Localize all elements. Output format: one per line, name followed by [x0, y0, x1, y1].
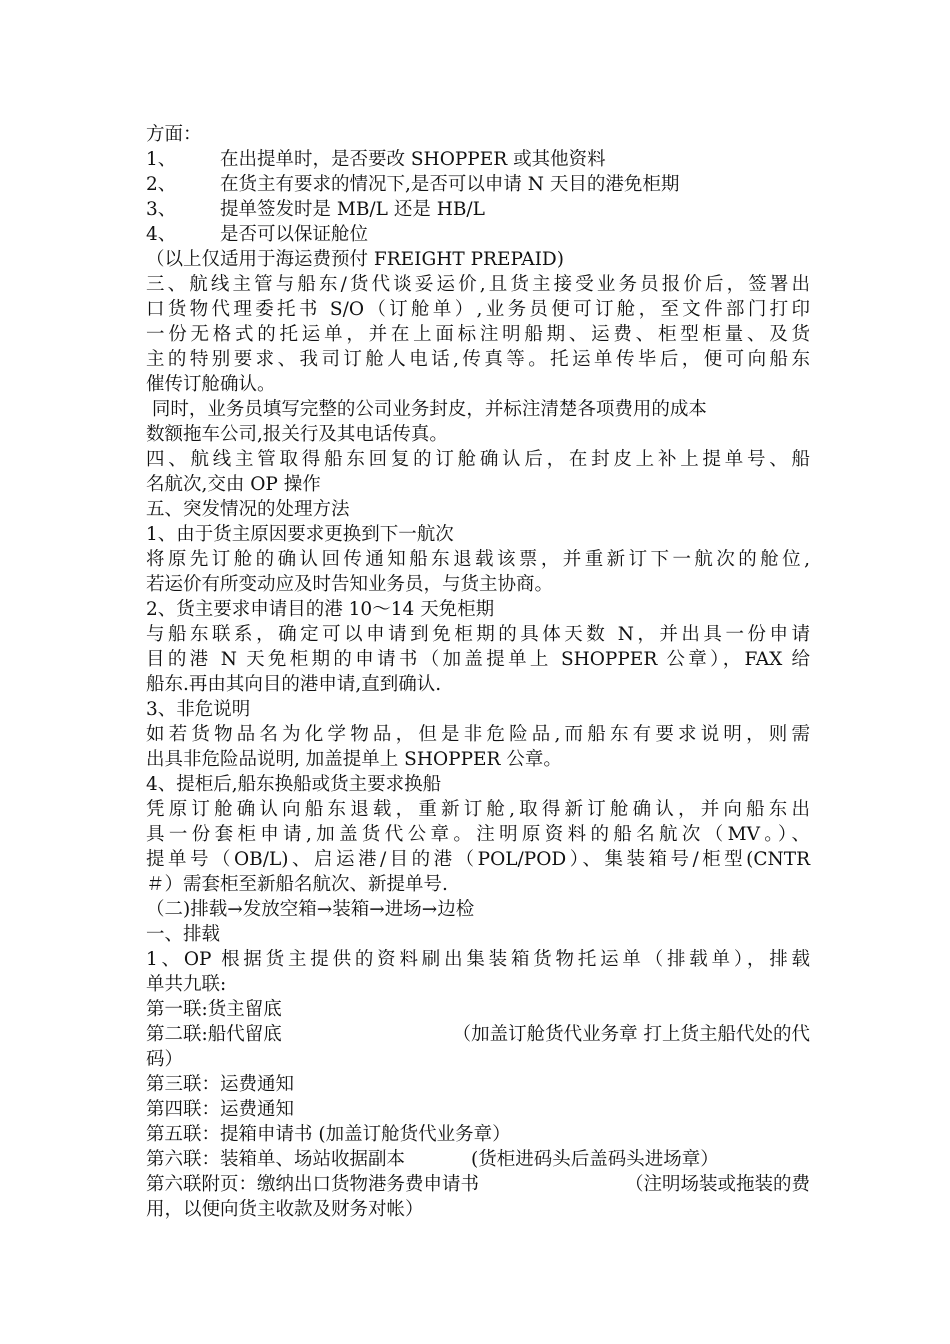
- text-line: 目的港 N 天免柜期的申请书（加盖提单上 SHOPPER 公章），FAX 给: [146, 649, 810, 670]
- list-item: [146, 172, 810, 197]
- text-line: [146, 1022, 810, 1047]
- text-line: 数额拖车公司,报关行及其电话传真。: [146, 424, 448, 445]
- text-line-left: 第六联：装箱单、场站收据副本: [146, 1149, 406, 1170]
- text-line-right: (货柜进码头后盖码头进场章）: [471, 1149, 719, 1170]
- text-line-left: 第六联附页：缴纳出口货物港务费申请书: [146, 1174, 480, 1195]
- text-line: 第一联:货主留底: [146, 999, 282, 1020]
- text-line: 4、提柜后,船东换船或货主要求换船: [146, 774, 442, 795]
- list-number: 2、: [146, 174, 177, 195]
- text-line: 第四联：运费通知: [146, 1099, 295, 1120]
- text-line: [146, 1147, 810, 1172]
- list-item: [146, 197, 810, 222]
- text-line: [146, 1172, 810, 1197]
- list-text: 是否可以保证舱位: [220, 224, 369, 245]
- text-line: 具一份套柜申请,加盖货代公章。注明原资料的船名航次（MV。）、: [146, 824, 810, 845]
- list-text: 提单签发时是 MB/L 还是 HB/L: [220, 199, 485, 220]
- list-text: 在出提单时，是否要改 SHOPPER 或其他资料: [220, 149, 606, 170]
- text-line: 1、由于货主原因要求更换到下一航次: [146, 524, 454, 545]
- text-line: 第三联：运费通知: [146, 1074, 295, 1095]
- text-line: 口货物代理委托书 S/O（订舱单）,业务员便可订舱，至文件部门打印: [146, 299, 810, 320]
- text-line: （以上仅适用于海运费预付 FREIGHT PREPAID): [146, 249, 564, 270]
- list-number: 3、: [146, 199, 177, 220]
- text-line: 名航次,交由 OP 操作: [146, 474, 321, 495]
- text-line: 四、航线主管取得船东回复的订舱确认后，在封皮上补上提单号、船: [146, 449, 810, 470]
- list-item: [146, 147, 810, 172]
- text-line: ＃）需套柜至新船名航次、新提单号.: [146, 874, 448, 895]
- text-line: 2、货主要求申请目的港 10～14 天免柜期: [146, 599, 495, 620]
- text-line: 若运价有所变动应及时告知业务员，与货主协商。: [146, 574, 554, 595]
- text-line: 单共九联:: [146, 974, 227, 995]
- section-heading: 一、排载: [146, 924, 221, 945]
- section-heading: （二)排载→发放空箱→装箱→进场→边检: [146, 899, 475, 920]
- text-line: 1、OP 根据货主提供的资料刷出集装箱货物托运单（排载单），排载: [146, 949, 810, 970]
- text-line: 三、航线主管与船东/货代谈妥运价,且货主接受业务员报价后，签署出: [146, 274, 810, 295]
- list-text: 在货主有要求的情况下,是否可以申请 N 天目的港免柜期: [220, 174, 680, 195]
- text-line-left: 第二联:船代留底: [146, 1024, 282, 1045]
- text-line: 与船东联系，确定可以申请到免柜期的具体天数 N，并出具一份申请: [146, 624, 810, 645]
- text-line: 船东.再由其向目的港申请,直到确认.: [146, 674, 442, 695]
- text-line: 催传订舱确认。: [146, 374, 276, 395]
- list-item: [146, 222, 810, 247]
- text-line: 一份无格式的托运单，并在上面标注明船期、运费、柜型柜量、及货: [146, 324, 810, 345]
- text-line: 3、非危说明: [146, 699, 251, 720]
- text-line: 出具非危险品说明, 加盖提单上 SHOPPER 公章。: [146, 749, 562, 770]
- section-heading: 五、突发情况的处理方法: [146, 499, 350, 520]
- text-line: 凭原订舱确认向船东退载，重新订舱,取得新订舱确认，并向船东出: [146, 799, 810, 820]
- spacer: [405, 1147, 471, 1172]
- list-number: 4、: [146, 224, 177, 245]
- text-line: 同时，业务员填写完整的公司业务封皮，并标注清楚各项费用的成本: [146, 399, 707, 420]
- text-line: 码）: [146, 1049, 184, 1070]
- text-line: 第五联：提箱申请书 (加盖订舱货代业务章）: [146, 1124, 511, 1145]
- text-line: 提单号（OB/L)、启运港/目的港（POL/POD）、集装箱号/柜型(CNTR: [146, 849, 810, 870]
- document-page: [146, 122, 810, 1222]
- text-line: 主的特别要求、我司订舱人电话,传真等。托运单传毕后，便可向船东: [146, 349, 810, 370]
- text-line-right: （加盖订舱货代业务章 打上货主船代处的代: [452, 1024, 810, 1045]
- list-number: 1、: [146, 149, 177, 170]
- text-line: 如若货物品名为化学物品，但是非危险品,而船东有要求说明，则需: [146, 724, 810, 745]
- text-line: 方面：: [146, 124, 202, 145]
- text-line-right: （注明场装或拖装的费: [624, 1174, 810, 1195]
- text-line: 用，以便向货主收款及财务对帐）: [146, 1199, 424, 1220]
- text-line: 将原先订舱的确认回传通知船东退载该票，并重新订下一航次的舱位,: [146, 549, 810, 570]
